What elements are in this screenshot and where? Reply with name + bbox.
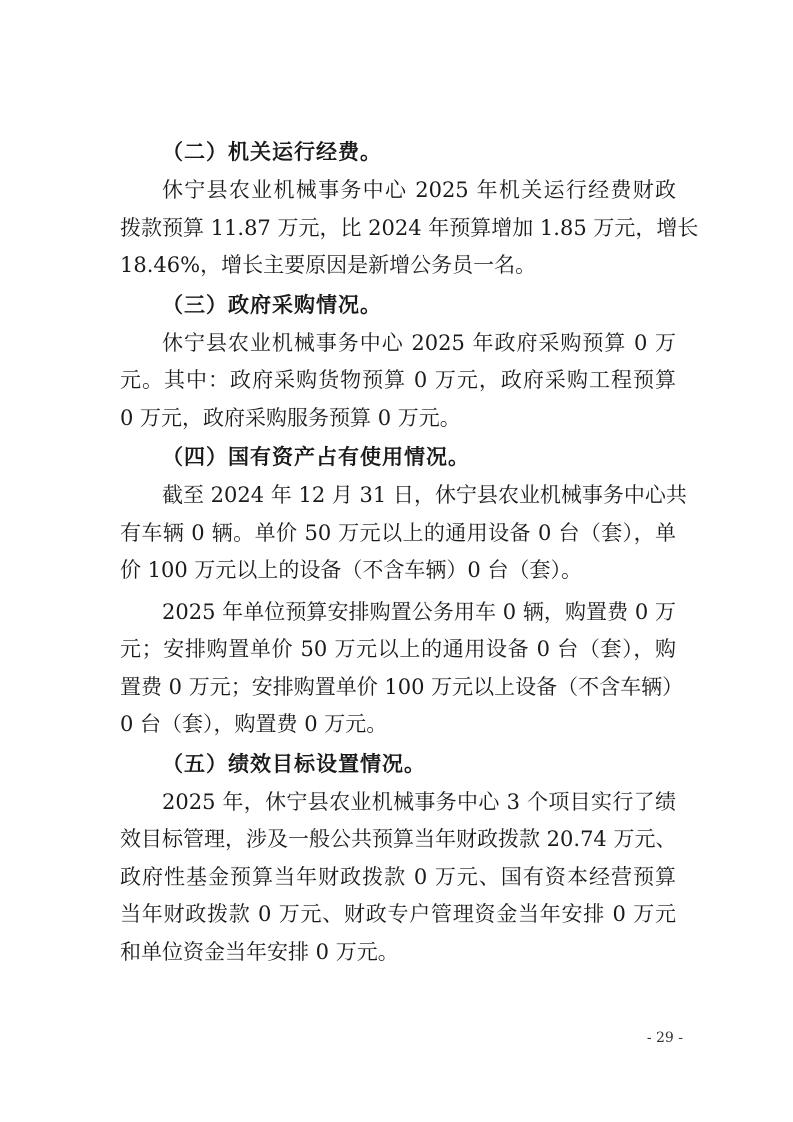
text-line: 政府性基金预算当年财政拨款 0 万元、国有资本经营预算 — [120, 864, 676, 889]
section-government-procurement — [120, 285, 676, 438]
paragraph — [120, 325, 676, 438]
text-line: 休宁县农业机械事务中心 2025 年政府采购预算 0 万 — [162, 330, 676, 355]
section-operating-expenses — [120, 132, 699, 285]
text-line: 拨款预算 11.87 万元，比 2024 年预算增加 1.85 万元，增长 — [120, 215, 699, 240]
text-line: 当年财政拨款 0 万元、财政专户管理资金当年安排 0 万元 — [120, 902, 676, 926]
text-line: 元。其中：政府采购货物预算 0 万元，政府采购工程预算 — [120, 368, 676, 392]
text-line: 截至 2024 年 12 月 31 日，休宁县农业机械事务中心共 — [162, 483, 687, 507]
section-performance-targets — [120, 744, 676, 972]
text-line: 价 100 万元以上的设备（不含车辆）0 台（套）。 — [120, 558, 582, 582]
section-heading: （三）政府采购情况。 — [162, 292, 382, 317]
page-number: - 29 - — [646, 1030, 683, 1046]
text-line: 和单位资金当年安排 0 万元。 — [120, 939, 399, 964]
text-line: 元；安排购置单价 50 万元以上的通用设备 0 台（套），购 — [120, 637, 676, 661]
document-body — [120, 132, 699, 971]
section-heading: （五）绩效目标设置情况。 — [162, 751, 426, 776]
text-line: 0 万元，政府采购服务预算 0 万元。 — [120, 405, 461, 430]
section-heading: （四）国有资产占有使用情况。 — [162, 445, 470, 469]
text-line: 18.46%，增长主要原因是新增公务员一名。 — [120, 253, 537, 277]
section-state-assets — [120, 437, 687, 744]
section-heading: （二）机关运行经费。 — [162, 140, 382, 164]
text-line: 2025 年单位预算安排购置公务用车 0 辆，购置费 0 万 — [162, 599, 676, 624]
paragraph — [120, 784, 676, 972]
text-line: 效目标管理，涉及一般公共预算当年财政拨款 20.74 万元、 — [120, 827, 677, 851]
text-line: 2025 年，休宁县农业机械事务中心 3 个项目实行了绩 — [162, 789, 676, 814]
text-line: 置费 0 万元；安排购置单价 100 万元以上设备（不含车辆） — [120, 674, 684, 699]
text-line: 0 台（套），购置费 0 万元。 — [120, 712, 388, 736]
paragraph — [120, 477, 687, 590]
text-line: 休宁县农业机械事务中心 2025 年机关运行经费财政 — [162, 178, 676, 202]
paragraph — [120, 594, 684, 744]
paragraph — [120, 172, 699, 285]
text-line: 有车辆 0 辆。单价 50 万元以上的通用设备 0 台（套），单 — [120, 520, 676, 545]
